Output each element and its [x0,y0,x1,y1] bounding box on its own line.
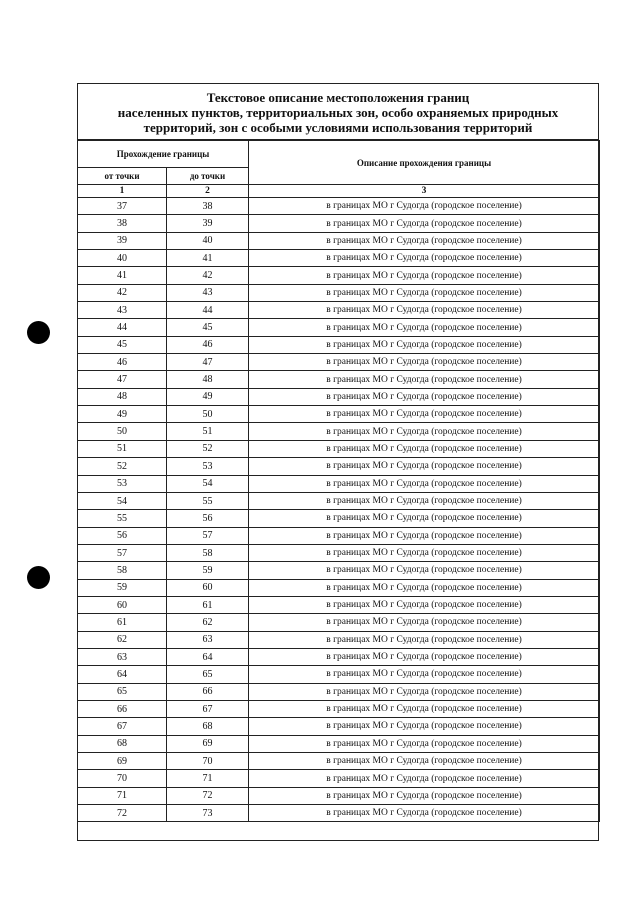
table-row [78,614,600,631]
table-row [78,805,600,822]
table-row [78,562,600,579]
cell-desc: в границах МО г Судогда (городское поселение) [249,510,600,527]
cell-to: 47 [167,354,249,371]
table-row [78,510,600,527]
table-row [78,232,600,249]
table-row [78,735,600,752]
cell-from: 48 [78,388,167,405]
cell-to: 63 [167,631,249,648]
cell-from: 44 [78,319,167,336]
table-row [78,475,600,492]
cell-desc: в границах МО г Судогда (городское поселение) [249,527,600,544]
cell-from: 47 [78,371,167,388]
cell-from: 49 [78,406,167,423]
title-line-1: Текстовое описание местоположения границ [206,90,470,105]
cell-to: 40 [167,232,249,249]
table-row [78,770,600,787]
cell-desc: в границах МО г Судогда (городское поселение) [249,388,600,405]
cell-desc: в границах МО г Судогда (городское поселение) [249,440,600,457]
cell-desc: в границах МО г Судогда (городское поселение) [249,232,600,249]
cell-to: 65 [167,666,249,683]
col-num-1: 1 [78,185,167,198]
document-title [78,84,598,140]
group-header: Прохождение границы [78,141,249,168]
cell-to: 54 [167,475,249,492]
table-row [78,544,600,561]
cell-from: 40 [78,250,167,267]
cell-desc: в границах МО г Судогда (городское поселение) [249,666,600,683]
cell-to: 46 [167,336,249,353]
cell-desc: в границах МО г Судогда (городское поселение) [249,423,600,440]
cell-from: 62 [78,631,167,648]
cell-desc: в границах МО г Судогда (городское поселение) [249,753,600,770]
cell-desc: в границах МО г Судогда (городское поселение) [249,371,600,388]
table-row [78,354,600,371]
cell-to: 56 [167,510,249,527]
table-row [78,440,600,457]
cell-to: 50 [167,406,249,423]
cell-desc: в границах МО г Судогда (городское поселение) [249,458,600,475]
cell-desc: в границах МО г Судогда (городское поселение) [249,700,600,717]
cell-from: 41 [78,267,167,284]
cell-to: 68 [167,718,249,735]
cell-from: 59 [78,579,167,596]
cell-from: 64 [78,666,167,683]
table-row [78,458,600,475]
cell-desc: в границах МО г Судогда (городское поселение) [249,492,600,509]
cell-from: 43 [78,302,167,319]
cell-from: 60 [78,596,167,613]
cell-to: 66 [167,683,249,700]
cell-from: 57 [78,544,167,561]
cell-from: 63 [78,648,167,665]
cell-desc: в границах МО г Судогда (городское поселение) [249,319,600,336]
table-row [78,579,600,596]
table-row [78,284,600,301]
table-row [78,371,600,388]
table-row [78,527,600,544]
table-row [78,319,600,336]
cell-to: 42 [167,267,249,284]
document-sheet [77,83,599,841]
cell-to: 49 [167,388,249,405]
table-row [78,787,600,804]
cell-desc: в границах МО г Судогда (городское поселение) [249,336,600,353]
table-row [78,406,600,423]
table-row [78,631,600,648]
cell-to: 53 [167,458,249,475]
title-line-2: населенных пунктов, территориальных зон, особо охраняемых природных [117,105,559,120]
table-row [78,753,600,770]
cell-from: 37 [78,198,167,215]
cell-desc: в границах МО г Судогда (городское поселение) [249,267,600,284]
cell-from: 69 [78,753,167,770]
table-row [78,683,600,700]
cell-from: 56 [78,527,167,544]
cell-from: 71 [78,787,167,804]
cell-from: 38 [78,215,167,232]
cell-to: 72 [167,787,249,804]
punch-hole-bottom [27,566,50,589]
cell-from: 42 [78,284,167,301]
cell-to: 67 [167,700,249,717]
cell-from: 68 [78,735,167,752]
cell-from: 54 [78,492,167,509]
cell-to: 73 [167,805,249,822]
title-line-3: территорий, зон с особыми условиями использования территорий [143,120,533,135]
cell-from: 61 [78,614,167,631]
cell-desc: в границах МО г Судогда (городское поселение) [249,718,600,735]
table-row [78,718,600,735]
cell-to: 44 [167,302,249,319]
cell-desc: в границах МО г Судогда (городское поселение) [249,787,600,804]
cell-desc: в границах МО г Судогда (городское поселение) [249,562,600,579]
cell-desc: в границах МО г Судогда (городское поселение) [249,250,600,267]
cell-from: 45 [78,336,167,353]
table-row [78,215,600,232]
cell-from: 39 [78,232,167,249]
cell-to: 57 [167,527,249,544]
cell-to: 38 [167,198,249,215]
cell-from: 67 [78,718,167,735]
cell-desc: в границах МО г Судогда (городское поселение) [249,354,600,371]
cell-to: 71 [167,770,249,787]
cell-desc: в границах МО г Судогда (городское поселение) [249,215,600,232]
desc-header: Описание прохождения границы [249,141,600,185]
cell-desc: в границах МО г Судогда (городское поселение) [249,579,600,596]
cell-from: 53 [78,475,167,492]
boundary-table [77,140,600,822]
cell-to: 62 [167,614,249,631]
cell-from: 46 [78,354,167,371]
cell-from: 52 [78,458,167,475]
col-num-3: 3 [249,185,600,198]
cell-to: 64 [167,648,249,665]
table-row [78,423,600,440]
table-row [78,302,600,319]
cell-from: 58 [78,562,167,579]
cell-from: 72 [78,805,167,822]
table-row [78,648,600,665]
cell-desc: в границах МО г Судогда (городское поселение) [249,770,600,787]
col-num-2: 2 [167,185,249,198]
table-row [78,666,600,683]
cell-to: 58 [167,544,249,561]
table-row [78,336,600,353]
cell-desc: в границах МО г Судогда (городское поселение) [249,683,600,700]
cell-to: 39 [167,215,249,232]
cell-desc: в границах МО г Судогда (городское поселение) [249,805,600,822]
cell-desc: в границах МО г Судогда (городское поселение) [249,406,600,423]
cell-desc: в границах МО г Судогда (городское поселение) [249,735,600,752]
table-row [78,388,600,405]
cell-desc: в границах МО г Судогда (городское поселение) [249,302,600,319]
punch-hole-top [27,321,50,344]
cell-from: 50 [78,423,167,440]
cell-to: 60 [167,579,249,596]
table-row [78,198,600,215]
table-row [78,596,600,613]
cell-to: 48 [167,371,249,388]
cell-to: 51 [167,423,249,440]
cell-desc: в границах МО г Судогда (городское поселение) [249,284,600,301]
cell-to: 43 [167,284,249,301]
cell-to: 52 [167,440,249,457]
cell-to: 61 [167,596,249,613]
cell-to: 55 [167,492,249,509]
cell-desc: в границах МО г Судогда (городское поселение) [249,544,600,561]
cell-from: 66 [78,700,167,717]
cell-desc: в границах МО г Судогда (городское поселение) [249,648,600,665]
cell-desc: в границах МО г Судогда (городское поселение) [249,198,600,215]
to-header: до точки [167,168,249,185]
cell-from: 55 [78,510,167,527]
cell-desc: в границах МО г Судогда (городское поселение) [249,475,600,492]
cell-desc: в границах МО г Судогда (городское поселение) [249,631,600,648]
table-row [78,250,600,267]
table-row [78,700,600,717]
cell-from: 51 [78,440,167,457]
from-header: от точки [78,168,167,185]
cell-to: 70 [167,753,249,770]
cell-desc: в границах МО г Судогда (городское поселение) [249,596,600,613]
cell-from: 65 [78,683,167,700]
cell-from: 70 [78,770,167,787]
cell-to: 45 [167,319,249,336]
cell-desc: в границах МО г Судогда (городское поселение) [249,614,600,631]
cell-to: 41 [167,250,249,267]
cell-to: 69 [167,735,249,752]
table-row [78,267,600,284]
table-row [78,492,600,509]
cell-to: 59 [167,562,249,579]
